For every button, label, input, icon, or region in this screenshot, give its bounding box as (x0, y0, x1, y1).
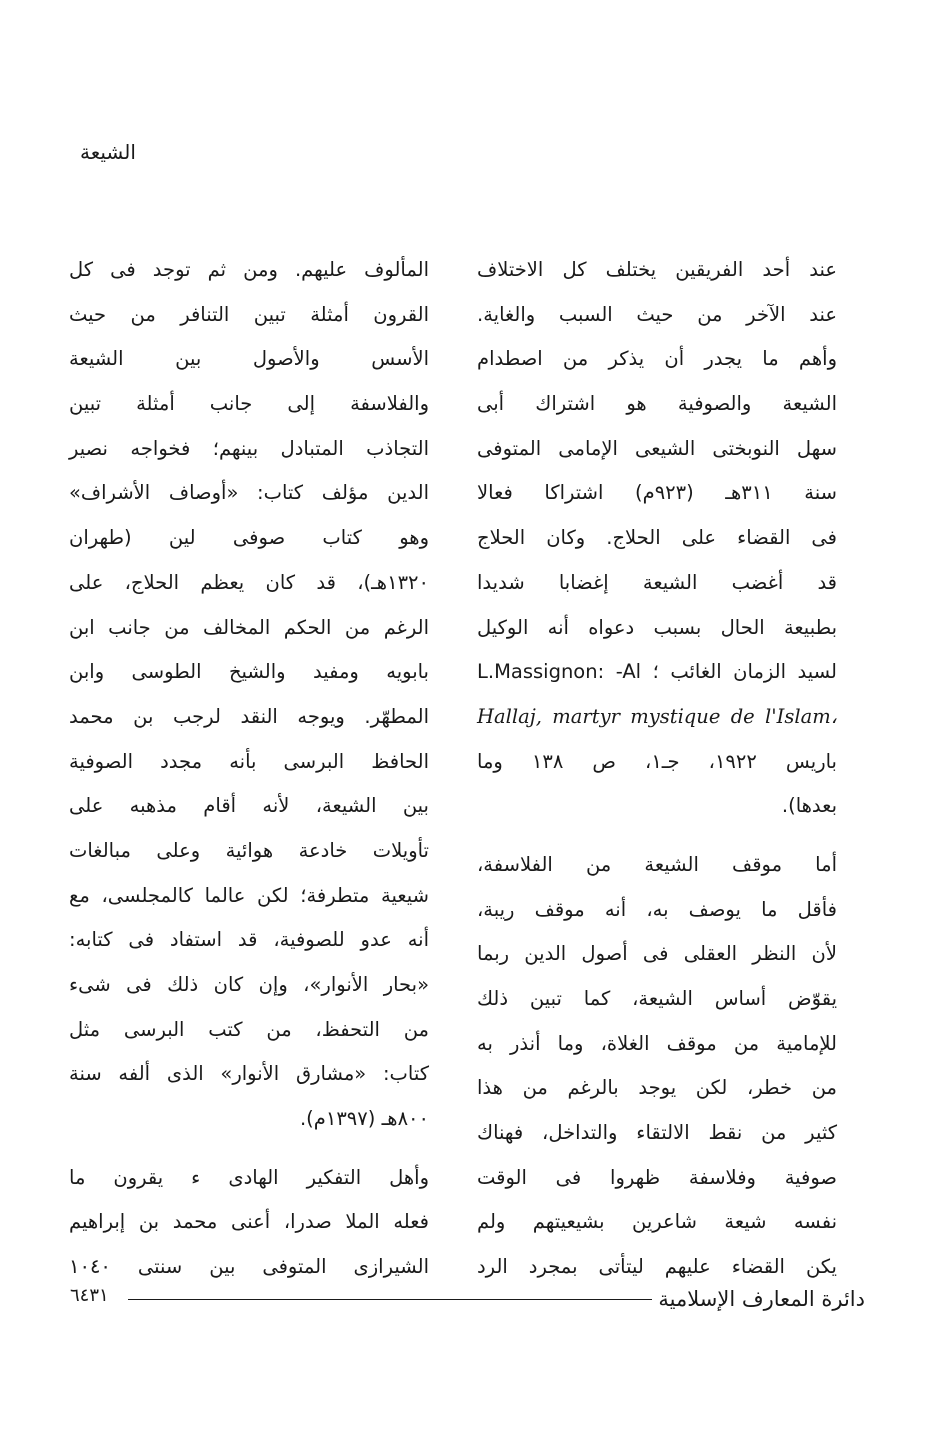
text-line: الأسس والأصول بين الشيعة (69, 347, 429, 371)
text-line: وهو كتاب صوفى لين (طهران (69, 526, 429, 550)
left-paragraph-2 (69, 1156, 429, 1290)
page-footer (70, 1285, 865, 1315)
right-paragraph-2 (477, 843, 837, 1290)
text-line: القرون أمثلة تبين التنافر من حيث (69, 302, 429, 326)
text-line: لأن النظر العقلى فى أصول الدين ربما (477, 942, 837, 966)
text-line: يقوّض أساس الشيعة، كما تبين ذلك (477, 987, 837, 1010)
text-line: المطهّر. ويوجه النقد لرجب بن محمد (69, 704, 429, 728)
text-line: للإمامية من موقف الغلاة، وما أنذر به (477, 1031, 837, 1055)
text-line: المألوف عليهم. ومن ثم توجد فى كل (69, 258, 429, 281)
text-line: باريس ١٩٢٢، جـ١، ص ١٣٨ وما (477, 749, 837, 773)
text-line: كتاب: «مشارق الأنوار» الذى ألفه سنة (69, 1062, 429, 1086)
left-column (69, 248, 429, 1290)
text-line: تأويلات خادعة هوائية وعلى مبالغات (69, 838, 429, 862)
text-line: الحافظ البرسى بأنه مجدد الصوفية (69, 749, 429, 773)
text-line: سهل النوبختى الشيعى الإمامى المتوفى (477, 436, 837, 460)
text-line: ١٣٢٠هـ)، قد كان يعظم الحلاج، على (69, 570, 429, 594)
text-line: ٨٠٠هـ (١٣٩٧م). (299, 1107, 429, 1131)
text-line: لسيد الزمان الغائب ؛ L.Massignon: -Al (477, 660, 837, 684)
text-line: الشيعة والصوفية هو اشتراك أبى (477, 392, 837, 416)
text-line: فى القضاء على الحلاج. وكان الحلاج (477, 526, 837, 550)
text-line: فعله الملا صدرا، أعنى محمد بن إبراهيم (69, 1210, 429, 1234)
text-line: من خطر، لكن يوجد بالرغم من هذا (477, 1076, 837, 1100)
text-line: عند الآخر من حيث السبب والغاية. (477, 302, 837, 326)
text-line: بطبيعة الحال بسبب دعواه أنه الوكيل (477, 615, 837, 639)
journal-title: دائرة المعارف الإسلامية (658, 1287, 865, 1311)
text-line: سنة ٣١١هـ (٩٢٣م) اشتراكا فعالا (477, 481, 837, 505)
text-line: كثير من نقط الالتقاء والتداخل، فهناك (477, 1121, 837, 1145)
text-line: بين الشيعة، لأنه أقام مذهبه على (69, 794, 429, 818)
text-line: قد أغضب الشيعة إغضابا شديدا (477, 570, 837, 594)
text-line: الشيرازى المتوفى بين سنتى ١٠٤٠ (69, 1255, 429, 1279)
text-line: صوفية وفلاسفة ظهروا فى الوقت (477, 1165, 837, 1189)
text-line: أنه عدو للصوفية، قد استفاد فى كتابه: (69, 928, 429, 952)
running-head: الشيعة (80, 140, 136, 164)
text-line: أما موقف الشيعة من الفلاسفة، (477, 852, 837, 876)
left-paragraph-1 (69, 248, 429, 1142)
paragraph-gap (69, 1142, 429, 1156)
text-line: فأقل ما يوصف به، أنه موقف ريبة، (477, 897, 837, 921)
text-line: يكن القضاء عليهم ليتأتى بمجرد الرد (477, 1255, 837, 1279)
page-number: ٦٤٣١ (70, 1285, 109, 1306)
text-line: نفسه شيعة شاعرين بشيعيتهم ولم (477, 1210, 837, 1234)
text-line: والفلاسفة إلى جانب أمثلة تبين (69, 392, 429, 416)
text-line: بابويه ومفيد والشيخ الطوسى وابن (69, 660, 429, 684)
text-line: بعدها). (781, 794, 837, 818)
text-line-latin: Hallaj, martyr mystique de l'Islam، (477, 704, 837, 728)
text-line: وأهم ما يجدر أن يذكر من اصطدام (477, 347, 837, 371)
right-paragraph-1 (477, 248, 837, 829)
text-line: عند أحد الفريقين يختلف كل الاختلاف (477, 258, 837, 281)
paragraph-gap (477, 829, 837, 843)
text-line: التجاذب المتبادل بينهم؛ فخواجه نصير (69, 436, 429, 460)
text-line: من التحفظ، من كتب البرسى مثل (69, 1017, 429, 1041)
right-column (477, 248, 837, 1290)
text-line: الدين مؤلف كتاب: «أوصاف الأشراف» (69, 481, 429, 505)
text-line: «بحار الأنوار»، وإن كان ذلك فى شىء (69, 973, 429, 996)
text-line: شيعية متطرفة؛ لكن عالما كالمجلسى، مع (69, 883, 429, 907)
text-line: وأهل التفكير الهادى ء يقرون ما (69, 1165, 429, 1189)
footer-rule (128, 1299, 652, 1300)
text-line: الرغم من الحكم المخالف من جانب ابن (69, 615, 429, 639)
